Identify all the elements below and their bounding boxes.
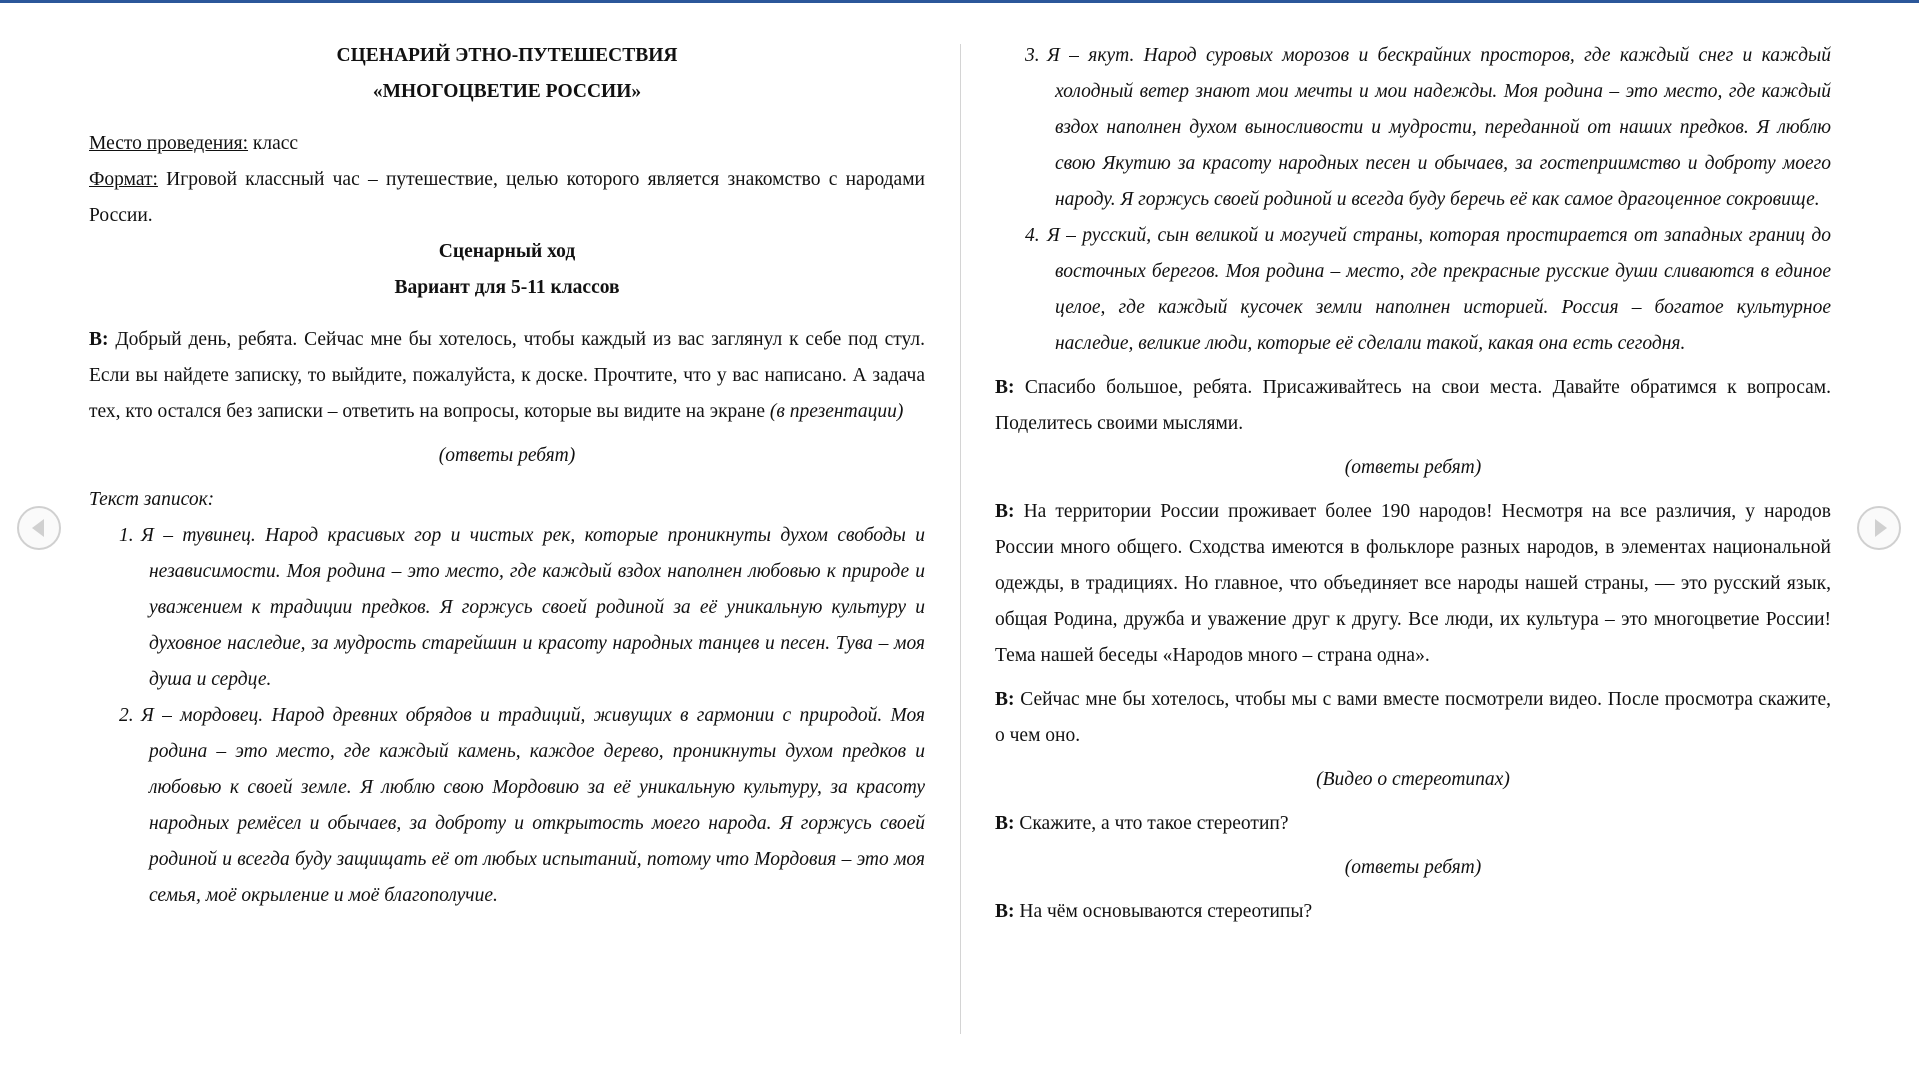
section-title: Сценарный ход [438,241,576,262]
dialogue-text: Скажите, а что такое стереотип? [1014,813,1289,834]
previous-page-button[interactable] [17,506,61,550]
document-title: СЦЕНАРИЙ ЭТНО-ПУТЕШЕСТВИЯ [336,45,678,66]
list-number: 4. [1025,225,1040,246]
right-page [995,38,1831,930]
chevron-right-icon [1875,519,1887,537]
speaker-label: В: [995,813,1015,834]
dialogue-text: На территории России проживает более 190 народов! Несмотря на все различия, у народов России много общего. Сходства имеются в фольклоре разных народов, в элементах национальной одежды, в традициях. Но главное, что объединяет все народы нашей страны, — это русский язык, общая Родина, дружба и уважение друг к другу. Все люди, их культура – это многоцветие России! Тема нашей беседы «Народов много – страна одна». [995,501,1831,666]
list-item [89,698,925,914]
format-label: Формат: [89,169,158,190]
dialogue-paragraph [995,894,1831,930]
list-text: Я – тувинец. Народ красивых гор и чистых рек, которые проникнуты духом свободы и независимости. Моя родина – это место, где каждый вздох наполнен любовью к природе и уважением к традиции предков. Я горжусь своей родиной за её уникальную культуру и духовное наследие, за мудрость старейшин и красоту народных танцев и песен. Тува – моя душа и сердце. [141,525,925,690]
dialogue-paragraph [995,806,1831,842]
intro-note: (в презентации) [769,401,904,422]
speaker-label: В: [89,329,109,350]
speaker-label: В: [995,689,1015,710]
place-line [89,126,925,162]
format-line [89,162,925,234]
list-number: 3. [1025,45,1040,66]
next-page-button[interactable] [1857,506,1901,550]
dialogue-paragraph [995,682,1831,754]
speaker-label: В: [995,901,1015,922]
place-value: класс [248,133,299,154]
answers-note: (ответы ребят) [1344,457,1482,478]
dialogue-paragraph [995,494,1831,674]
notes-heading: Текст записок: [89,489,215,510]
place-label: Место проведения: [89,133,249,154]
dialogue-paragraph [995,370,1831,442]
list-item [995,218,1831,362]
notes-list-continued [995,38,1831,362]
section-subtitle: Вариант для 5-11 классов [394,277,620,298]
list-text: Я – мордовец. Народ древних обрядов и традиций, живущих в гармонии с природой. Моя родина – это место, где каждый камень, каждое дерево, проникнуты духом предков и любовью к своей земле. Я люблю свою Мордовию за её уникальную культуру, за красоту народных ремёсел и обычаев, за доброту и открытость моего народа. Я горжусь своей родиной и всегда буду защищать её от любых испытаний, потому что Мордовия – это моя семья, моё окрыление и моё благополучие. [141,705,925,906]
format-value: Игровой классный час – путешествие, целью которого является знакомство с народами России. [89,169,925,226]
list-text: Я – русский, сын великой и могучей страны, которая простирается от западных границ до восточных берегов. Моя родина – место, где прекрасные русские души сливаются в единое целое, где каждый кусочек земли наполнен историей. Россия – богатое культурное наследие, великие люди, которые её сделали такой, какая она есть сегодня. [1047,225,1831,354]
notes-list [89,518,925,914]
intro-paragraph [89,322,925,430]
video-note: (Видео о стереотипах) [1316,769,1510,790]
speaker-label: В: [995,377,1015,398]
dialogue-text: Сейчас мне бы хотелось, чтобы мы с вами вместе посмотрели видео. После просмотра скажите, о чем оно. [995,689,1831,746]
list-item [89,518,925,698]
page-divider [960,44,961,1034]
document-subtitle: «МНОГОЦВЕТИЕ РОССИИ» [372,81,642,102]
dialogue-text: На чём основываются стереотипы? [1014,901,1313,922]
intro-text: Добрый день, ребята. Сейчас мне бы хотелось, чтобы каждый из вас заглянул к себе под стул. Если вы найдете записку, то выйдите, пожалуйста, к доске. Прочтите, что у вас написано. А задача тех, кто остался без записки – ответить на вопросы, которые вы видите на экране [89,329,925,422]
speaker-label: В: [995,501,1015,522]
chevron-left-icon [32,519,44,537]
list-number: 1. [119,525,134,546]
answers-note: (ответы ребят) [438,445,576,466]
list-text: Я – якут. Народ суровых морозов и бескрайних просторов, где каждый снег и каждый холодный ветер знают мои мечты и мои надежды. Моя родина – это место, где каждый вздох наполнен духом выносливости и мудрости, переданной от наших предков. Я люблю свою Якутию за красоту народных песен и обычаев, за гостеприимство и доброту моего народу. Я горжусь своей родиной и всегда буду беречь её как самое драгоценное сокровище. [1047,45,1831,210]
window-top-border [0,0,1919,3]
list-item [995,38,1831,218]
dialogue-text: Спасибо большое, ребята. Присаживайтесь на свои места. Давайте обратимся к вопросам. Поделитесь своими мыслями. [995,377,1831,434]
left-page [89,38,925,914]
answers-note: (ответы ребят) [1344,857,1482,878]
list-number: 2. [119,705,134,726]
